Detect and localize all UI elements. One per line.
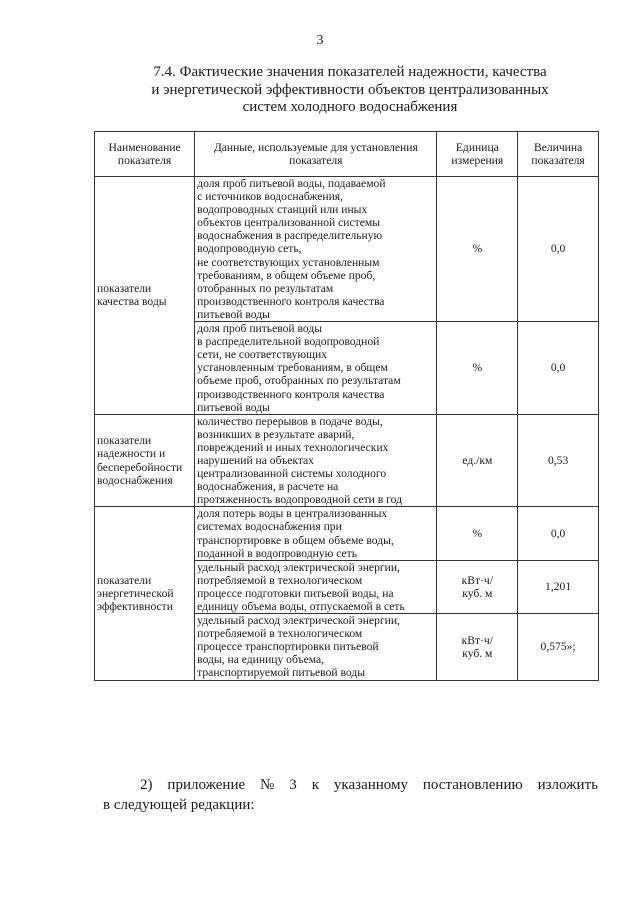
paragraph-line: в следующей редакции: — [103, 797, 255, 813]
row-unit: кВт·ч/ куб. м — [437, 560, 518, 613]
table-row — [95, 177, 599, 322]
row-data-text: удельный расход электрической энергии, потребляемой в технологическом процессе подготовки питьевой воды, на единицу объема воды, отпускаемой в сеть — [195, 560, 437, 613]
heading-line: 7.4. Фактические значения показателей надежности, качества — [153, 64, 547, 80]
row-unit: % — [437, 507, 518, 560]
header-value: Величина показателя — [518, 132, 599, 177]
row-value: 0,0 — [518, 322, 599, 415]
row-unit: ед./км — [437, 414, 518, 507]
heading-line: и энергетической эффективности объектов централизованных — [151, 81, 549, 98]
table-row — [95, 414, 599, 507]
paragraph-word: изложить — [537, 777, 598, 793]
row-unit: % — [437, 322, 518, 415]
row-data-text: доля проб питьевой воды в распределительной водопроводной сети, не соответствующих установленным требованиям, в общем объеме проб, отобранных по результатам производственного контроля качества питьевой воды — [195, 322, 437, 415]
row-value: 0,53 — [518, 414, 599, 507]
indicators-table — [94, 131, 599, 681]
paragraph-word: приложение — [167, 777, 246, 793]
row-value: 0,0 — [518, 177, 599, 322]
group-efficiency: показатели энергетической эффективности — [95, 507, 195, 680]
row-value: 1,201 — [518, 560, 599, 613]
row-data-text: доля потерь воды в централизованных системах водоснабжения при транспортировке в общем объеме воды, поданной в водопроводную сеть — [195, 507, 437, 560]
paragraph-word: 3 — [289, 777, 297, 793]
paragraph-word: к — [311, 777, 319, 793]
amendment-paragraph — [103, 775, 598, 815]
row-unit: кВт·ч/ куб. м — [437, 614, 518, 680]
table-header-row — [95, 132, 599, 177]
header-data: Данные, используемые для установления показателя — [195, 132, 437, 177]
row-data-text: удельный расход электрической энергии, потребляемой в технологическом процессе транспортировки питьевой воды, на единицу объема, транспортируемой питьевой воды — [195, 614, 437, 680]
paragraph-word: постановлению — [422, 777, 523, 793]
header-unit: Единица измерения — [437, 132, 518, 177]
paragraph-line — [110, 775, 598, 795]
paragraph-word: указанному — [333, 777, 408, 793]
table-row — [95, 507, 599, 560]
group-quality: показатели качества воды — [95, 177, 195, 415]
row-unit: % — [437, 177, 518, 322]
row-data-text: количество перерывов в подаче воды, возникших в результате аварий, повреждений и иных технологических нарушений на объектах централизованной системы холодного водоснабжения, в расчете на протяженность водопроводной сети в год — [195, 414, 437, 507]
section-heading — [100, 64, 600, 117]
header-name: Наименование показателя — [95, 132, 195, 177]
row-data-text: доля проб питьевой воды, подаваемой с источников водоснабжения, водопроводных станций или иных объектов централизованной системы водоснабжения в распределительную водопроводную сеть, не соответствующих установленным требованиям, в общем объеме проб, отобранных по результатам производственного контроля качества питьевой воды — [195, 177, 437, 322]
group-reliability: показатели надежности и бесперебойности водоснабжения — [95, 414, 195, 507]
paragraph-word: 2) — [140, 777, 153, 793]
page-number: 3 — [316, 33, 324, 48]
paragraph-word: № — [260, 777, 275, 793]
heading-line: систем холодного водоснабжения — [242, 99, 458, 115]
row-value: 0,0 — [518, 507, 599, 560]
row-value: 0,575»; — [518, 614, 599, 680]
